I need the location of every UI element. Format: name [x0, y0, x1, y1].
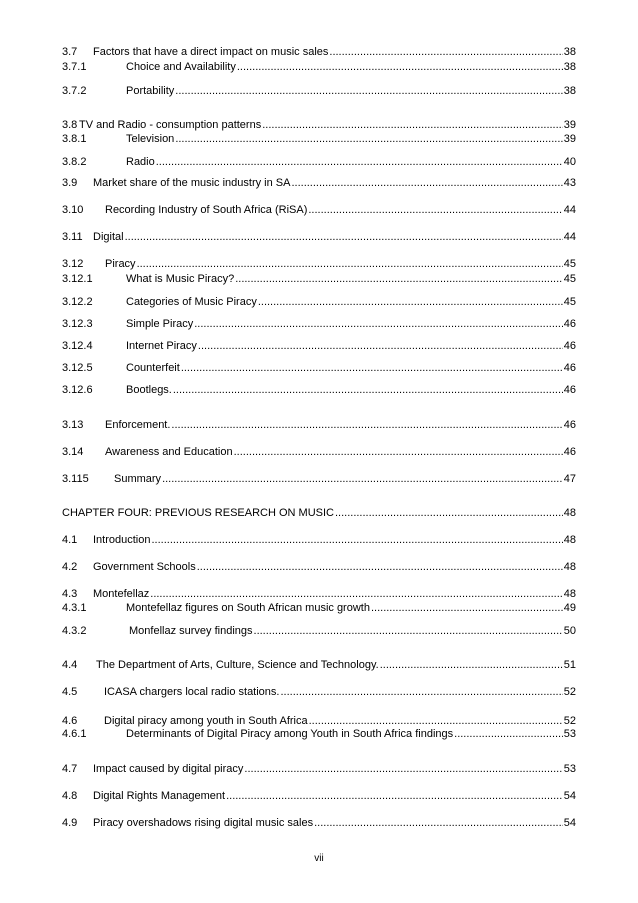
dot-leader	[235, 272, 563, 286]
toc-page: 48	[563, 534, 576, 546]
toc-title: Choice and Availability	[126, 61, 236, 73]
toc-page: 46	[563, 446, 576, 458]
toc-title: Recording Industry of South Africa (RiSA)	[105, 204, 308, 216]
dot-leader	[175, 132, 562, 146]
toc-number: 4.3	[62, 588, 78, 600]
toc-number: 3.7	[62, 46, 78, 58]
toc-number: 3.12	[62, 258, 84, 270]
toc-page: 53	[563, 728, 576, 740]
toc-page: 46	[563, 362, 576, 374]
dot-leader	[151, 533, 562, 547]
toc-title: Digital	[93, 231, 124, 243]
toc-title: ICASA chargers local radio stations.	[104, 686, 280, 698]
toc-entry-4-4	[62, 658, 576, 672]
toc-title: The Department of Arts, Culture, Science and Technology.	[96, 659, 379, 671]
toc-title: Digital piracy among youth in South Africa	[104, 715, 308, 727]
toc-title: Simple Piracy	[126, 318, 194, 330]
toc-title: Summary	[114, 473, 162, 485]
dot-leader	[280, 685, 562, 699]
toc-number: 4.3.2	[62, 625, 87, 637]
toc-number: 3.12.4	[62, 340, 93, 352]
toc-title: Enforcement.	[105, 419, 171, 431]
toc-page: 54	[563, 817, 576, 829]
toc-number: 4.8	[62, 790, 78, 802]
toc-title: Television	[126, 133, 175, 145]
toc-title: Market share of the music industry in SA	[93, 177, 291, 189]
toc-entry-4-3-1	[62, 601, 576, 615]
toc-number: 4.9	[62, 817, 78, 829]
toc-number: 3.7.1	[62, 61, 87, 73]
toc-number: 4.3.1	[62, 602, 87, 614]
toc-title: Awareness and Education	[105, 446, 233, 458]
dot-leader	[308, 203, 562, 217]
toc-page: 48	[563, 588, 576, 600]
dot-leader	[314, 816, 563, 830]
toc-entry-chapter-four	[62, 506, 576, 520]
toc-title: Counterfeit	[126, 362, 180, 374]
toc-entry-4-3-2	[62, 624, 576, 638]
toc-number: 4.6.1	[62, 728, 87, 740]
dot-leader	[335, 506, 563, 520]
dot-leader	[173, 383, 563, 397]
dot-leader	[309, 714, 563, 728]
toc-title: Determinants of Digital Piracy among Youth in South Africa findings	[126, 728, 454, 740]
dot-leader	[262, 118, 563, 132]
toc-entry-4-2	[62, 560, 576, 574]
toc-page: 54	[563, 790, 576, 802]
toc-chapter-title: CHAPTER FOUR: PREVIOUS RESEARCH ON MUSIC	[62, 507, 334, 519]
toc-entry-3-7	[62, 45, 576, 59]
toc-page: 44	[563, 231, 576, 243]
toc-number: 3.12.5	[62, 362, 93, 374]
toc-title: Montefellaz figures on South African music growth	[126, 602, 370, 614]
toc-number: 3.13	[62, 419, 84, 431]
toc-entry-3-12-6	[62, 383, 576, 397]
toc-entry-3-12-2	[62, 295, 576, 309]
toc-page: 38	[563, 85, 576, 97]
toc-page: 45	[563, 273, 576, 285]
toc-entry-3-7-2	[62, 84, 576, 98]
toc-title: Bootlegs.	[126, 384, 172, 396]
dot-leader	[181, 361, 563, 375]
toc-number: 3.10	[62, 204, 84, 216]
toc-page: 46	[563, 419, 576, 431]
toc-title: Piracy	[105, 258, 136, 270]
toc-entry-3-9	[62, 176, 576, 190]
toc-number: 3.8	[62, 119, 78, 131]
toc-number: 3.8.1	[62, 133, 87, 145]
toc-page: 52	[563, 715, 576, 727]
toc-title: Factors that have a direct impact on music sales	[93, 46, 329, 58]
toc-title: What is Music Piracy?	[126, 273, 235, 285]
toc-page: 45	[563, 296, 576, 308]
toc-entry-3-12-1	[62, 272, 576, 286]
toc-title: Piracy overshadows rising digital music sales	[93, 817, 314, 829]
dot-leader	[329, 45, 562, 59]
dot-leader	[226, 789, 563, 803]
toc-entry-3-12	[62, 257, 576, 271]
dot-leader	[137, 257, 563, 271]
dot-leader	[380, 658, 563, 672]
dot-leader	[291, 176, 562, 190]
toc-number: 4.2	[62, 561, 78, 573]
toc-entry-4-5	[62, 685, 576, 699]
toc-entry-4-8	[62, 789, 576, 803]
toc-entry-3-10	[62, 203, 576, 217]
toc-page: 51	[563, 659, 576, 671]
toc-page: 49	[563, 602, 576, 614]
toc-page: 52	[563, 686, 576, 698]
dot-leader	[454, 727, 563, 741]
toc-number: 4.5	[62, 686, 78, 698]
toc-page: 45	[563, 258, 576, 270]
toc-page: 48	[563, 561, 576, 573]
toc-entry-3-12-4	[62, 339, 576, 353]
toc-title: Impact caused by digital piracy	[93, 763, 244, 775]
toc-entry-3-115	[62, 472, 576, 486]
toc-number: 3.12.2	[62, 296, 93, 308]
toc-number: 3.14	[62, 446, 84, 458]
toc-entry-3-8	[62, 118, 576, 132]
toc-number: 3.12.1	[62, 273, 93, 285]
toc-entry-3-7-1	[62, 60, 576, 74]
toc-page: 50	[563, 625, 576, 637]
page-number: vii	[314, 853, 324, 864]
toc-number: 4.7	[62, 763, 78, 775]
toc-page: 48	[563, 507, 576, 519]
toc-number: 3.115	[62, 473, 89, 485]
toc-page: 39	[563, 119, 576, 131]
toc-number: 4.1	[62, 534, 78, 546]
dot-leader	[254, 624, 563, 638]
dot-leader	[258, 295, 563, 309]
toc-title: Introduction	[93, 534, 151, 546]
toc-title: Categories of Music Piracy	[126, 296, 257, 308]
toc-entry-4-7	[62, 762, 576, 776]
toc-entry-3-12-5	[62, 361, 576, 375]
toc-page: 47	[563, 473, 576, 485]
toc-entry-4-3	[62, 587, 576, 601]
toc-page: 43	[563, 177, 576, 189]
toc-entry-4-6-1	[62, 727, 576, 741]
toc-number: 3.8.2	[62, 156, 87, 168]
dot-leader	[197, 560, 563, 574]
toc-number: 3.12.3	[62, 318, 93, 330]
dot-leader	[175, 84, 562, 98]
toc-page: 46	[563, 318, 576, 330]
toc-title: Montefellaz	[93, 588, 150, 600]
toc-title: Digital Rights Management	[93, 790, 226, 802]
toc-title: Radio	[126, 156, 155, 168]
toc-title: TV and Radio - consumption patterns	[79, 119, 262, 131]
toc-title: Internet Piracy	[126, 340, 197, 352]
dot-leader	[150, 587, 562, 601]
dot-leader	[194, 317, 563, 331]
toc-number: 3.7.2	[62, 85, 87, 97]
dot-leader	[237, 60, 563, 74]
toc-entry-3-8-1	[62, 132, 576, 146]
toc-number: 3.12.6	[62, 384, 93, 396]
toc-entry-3-13	[62, 418, 576, 432]
dot-leader	[125, 230, 563, 244]
toc-number: 4.4	[62, 659, 78, 671]
toc-entry-4-1	[62, 533, 576, 547]
toc-page: 44	[563, 204, 576, 216]
dot-leader	[244, 762, 562, 776]
toc-entry-3-8-2	[62, 155, 576, 169]
toc-entry-3-11	[62, 230, 576, 244]
toc-page: 53	[563, 763, 576, 775]
toc-page: 39	[563, 133, 576, 145]
toc-page: 38	[563, 46, 576, 58]
dot-leader	[371, 601, 563, 615]
dot-leader	[156, 155, 563, 169]
dot-leader	[234, 445, 563, 459]
toc-number: 3.11	[62, 231, 83, 243]
toc-entry-3-14	[62, 445, 576, 459]
dot-leader	[171, 418, 562, 432]
toc-title: Government Schools	[93, 561, 196, 573]
toc-page: 46	[563, 340, 576, 352]
toc-entry-3-12-3	[62, 317, 576, 331]
toc-number: 3.9	[62, 177, 78, 189]
toc-page: 46	[563, 384, 576, 396]
dot-leader	[162, 472, 563, 486]
toc-page: 38	[563, 61, 576, 73]
toc-entry-4-9	[62, 816, 576, 830]
toc-page: 40	[563, 156, 576, 168]
dot-leader	[198, 339, 563, 353]
toc-title: Monfellaz survey findings	[129, 625, 253, 637]
toc-entry-4-6	[62, 714, 576, 728]
toc-number: 4.6	[62, 715, 78, 727]
toc-title: Portability	[126, 85, 175, 97]
